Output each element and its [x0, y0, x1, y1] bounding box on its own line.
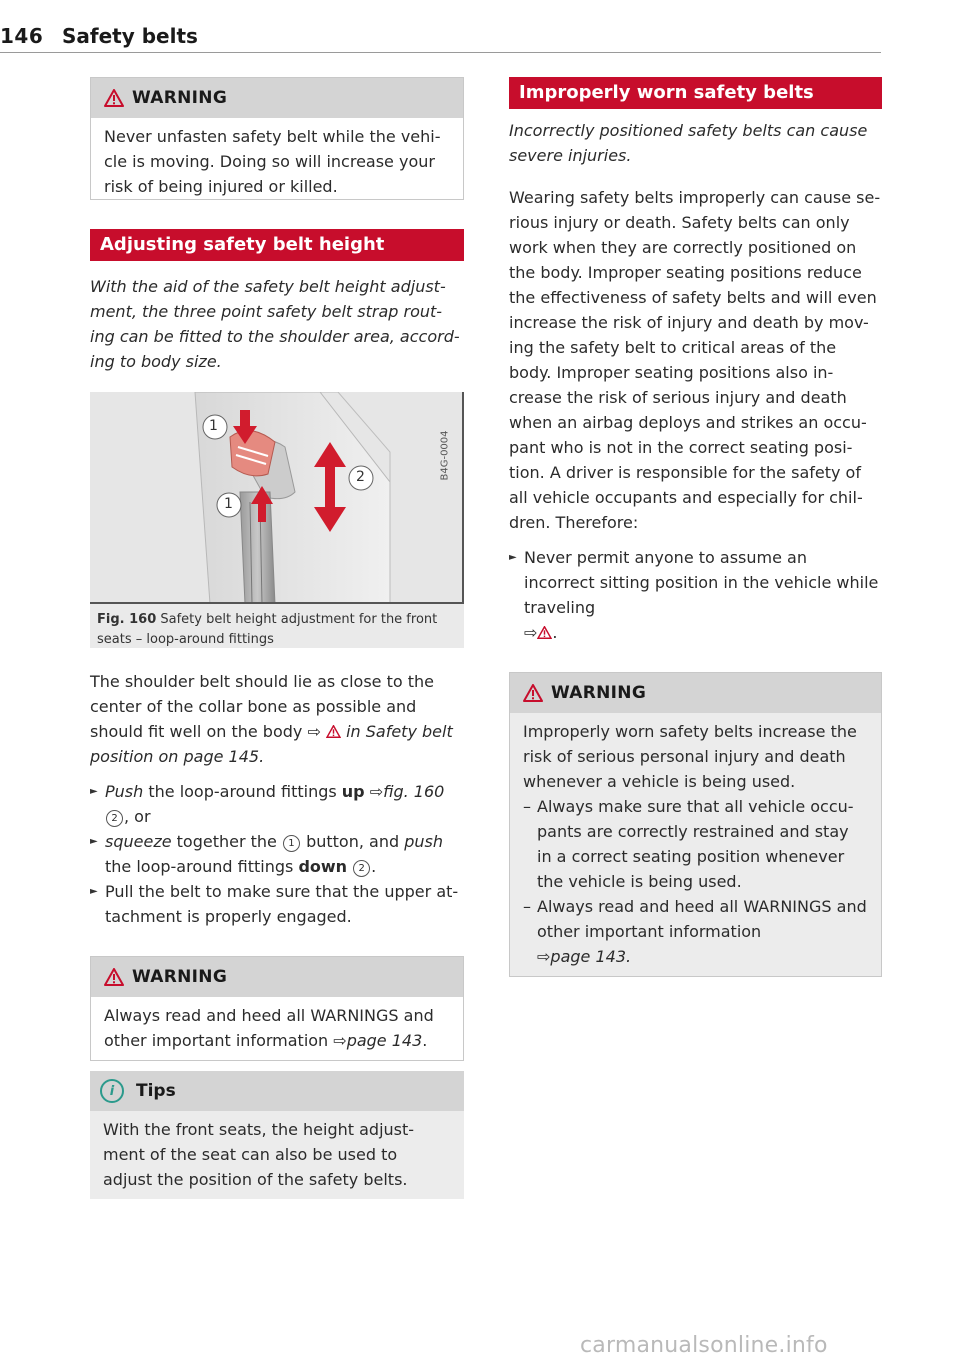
tips-header — [90, 1071, 464, 1111]
figure-code: B4G-0004 — [439, 430, 451, 481]
warning-triangle-icon — [104, 968, 124, 986]
callout-1b: 1 — [224, 496, 233, 512]
section-intro: Incorrectly positioned safety belts can cause severe injuries. — [509, 121, 868, 165]
list-item — [523, 894, 868, 969]
figure-caption — [90, 604, 464, 654]
warning-box — [90, 956, 464, 1061]
arrow-ref-icon: ⇨ — [307, 722, 321, 741]
warning-label: WARNING — [132, 88, 228, 108]
cross-reference[interactable]: in Safety belt position on page 145. — [90, 722, 453, 766]
page-reference[interactable]: page 143 — [346, 1031, 423, 1050]
paragraph-text: The shoulder belt should lie as close to the center of the collar bone as possible and should fit well on the body — [90, 672, 435, 741]
left-column — [90, 77, 464, 1199]
warning-header — [91, 78, 463, 118]
warning-triangle-icon — [104, 89, 124, 107]
callout-2: 2 — [356, 469, 365, 485]
callout-2-ref: 2 — [353, 860, 370, 877]
warning-text: Improperly worn safety belts increase the risk of serious personal injury and death whenever a vehicle is being used. — [523, 722, 857, 791]
callout-2-ref: 2 — [106, 810, 123, 827]
warning-content — [510, 713, 881, 976]
warning-box — [509, 672, 882, 977]
arrow-ref-icon: ⇨ — [369, 782, 384, 801]
warning-box — [90, 77, 464, 200]
paragraph — [90, 669, 464, 769]
tips-text: With the front seats, the height adjust-ment of the seat can also be used to adjust the position of the safety belts. — [90, 1111, 464, 1199]
section-title: Improperly worn safety belts — [509, 77, 882, 109]
warning-header — [510, 673, 881, 713]
bullet-text: Never permit anyone to assume an incorrect sitting position in the vehicle while traveling — [524, 548, 879, 617]
warning-text: Never unfasten safety belt while the vehi-cle is moving. Doing so will increase your risk of being injured or killed. — [104, 127, 441, 196]
watermark: carmanualsonline.info — [580, 1333, 828, 1358]
list-item: ► Never permit anyone to assume an incorrect sitting position in the vehicle while traveling ⇨ . — [509, 545, 882, 645]
belt-adjuster-illustration — [90, 392, 464, 604]
arrow-ref-icon: ⇨ — [524, 623, 538, 642]
page-header — [0, 22, 881, 52]
list-item: ► Pull the belt to make sure that the upper at-tachment is properly engaged. — [90, 879, 464, 929]
keyword: down — [298, 857, 348, 876]
list-item: – Always make sure that all vehicle occu-pants are correctly restrained and stay in a correct seating position whenever the vehicle is being used. — [523, 794, 868, 894]
list-item: ► squeeze together the 1 button, and push the loop-around fittings down 2 . — [90, 829, 464, 879]
right-column — [509, 77, 882, 977]
callout-1: 1 — [209, 418, 218, 434]
arrow-ref-icon: ⇨ — [537, 947, 551, 966]
warning-triangle-icon — [537, 626, 552, 639]
list-item — [90, 779, 464, 829]
section-body: Wearing safety belts improperly can cause se-rious injury or death. Safety belts can only work when they are correctly positioned on the body. Improper seating positions reduce the effectiveness of safety belts and will even increase the risk of injury and death by mov-ing the safety belt to critical areas of the body. Improper seating positions also in-crease the risk of serious injury and death when an airbag deploys and strikes an occu-pant who is not in the correct seating posi-tion. A driver is responsible for the safety of all vehicle occupants and especially for chil-dren. Therefore: — [509, 188, 881, 532]
figure-label: Fig. 160 — [97, 612, 157, 627]
header-rule — [0, 52, 881, 53]
figure-image — [90, 392, 464, 648]
text: button, and — [300, 832, 405, 851]
emphasis: push — [404, 832, 443, 851]
page-number: 146 — [0, 24, 44, 48]
callout-1-ref: 1 — [283, 835, 300, 852]
text: the loop-around fittings — [143, 782, 342, 801]
page-reference[interactable]: page 143. — [550, 947, 632, 966]
section-title: Adjusting safety belt height — [90, 229, 464, 261]
warning-label: WARNING — [132, 967, 228, 987]
warning-header — [91, 957, 463, 997]
tips-label: Tips — [136, 1081, 176, 1101]
warning-label: WARNING — [551, 683, 647, 703]
text: together the — [171, 832, 282, 851]
list-item-text: Always read and heed all WARNINGS and other important information — [537, 897, 867, 941]
figure — [90, 392, 464, 648]
emphasis: squeeze — [105, 832, 172, 851]
arrow-ref-icon: ⇨ — [333, 1031, 347, 1050]
warning-triangle-icon — [326, 725, 341, 738]
emphasis: Push — [105, 782, 144, 801]
figure-reference[interactable]: fig. 160 — [383, 782, 445, 801]
warning-triangle-icon — [523, 684, 543, 702]
tips-box — [90, 1071, 464, 1199]
warning-body-text: Always read and heed all WARNINGS and other important information — [104, 1006, 434, 1050]
figure-caption-text: Safety belt height adjustment for the front seats – loop-around fittings — [97, 612, 438, 647]
chapter-title: Safety belts — [62, 24, 198, 48]
text: , or — [124, 807, 151, 826]
section-intro: With the aid of the safety belt height adjust-ment, the three point safety belt strap rout-ing can be fitted to the shoulder area, accord-ing to body size. — [90, 277, 460, 371]
text: the loop-around fittings — [105, 857, 299, 876]
warning-text: Always read and heed all WARNINGS and other important information ⇨page 143. — [104, 1006, 434, 1050]
info-icon: i — [100, 1079, 124, 1103]
keyword: up — [341, 782, 365, 801]
